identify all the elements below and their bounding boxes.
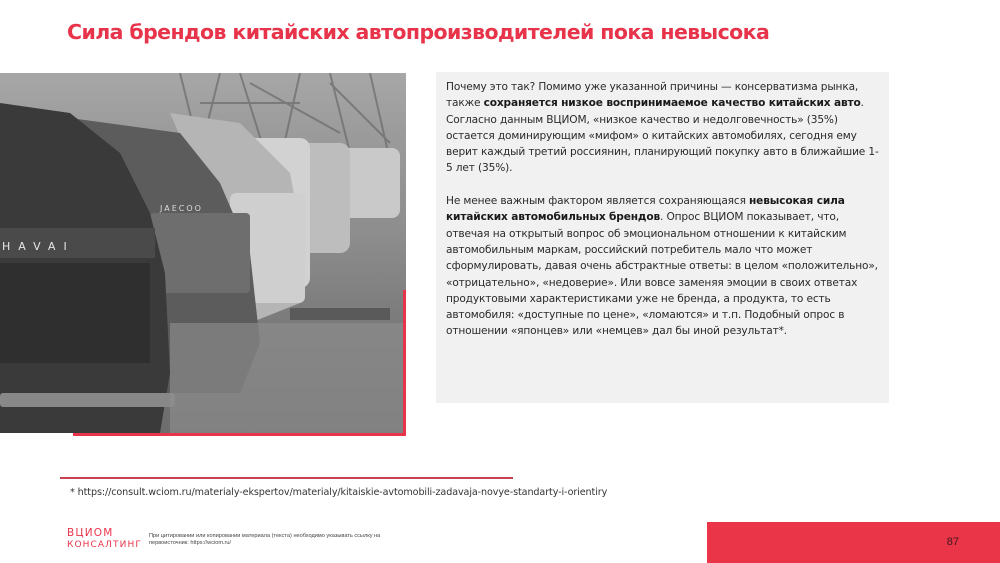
citation-note: При цитировании или копировании материала (текста) необходимо указывать ссылку на первоисточник: https://wciom.ru/ [149,533,381,547]
wciom-logo [67,528,142,551]
footnote-divider [60,477,513,479]
page-number: 87 [946,536,959,548]
svg-text:HAVAI: HAVAI [2,240,75,253]
accent-frame-vertical [403,290,406,436]
page-number-bar [707,522,1000,563]
cars-photo-illustration [0,73,406,433]
text-block [436,72,889,403]
logo-line1: ВЦИОМ [67,527,114,539]
emphasis-quality: сохраняется низкое воспринимаемое качество китайских авто [483,97,861,110]
logo-line2: КОНСАЛТИНГ [67,540,142,550]
svg-text:JAECOO: JAECOO [160,204,203,213]
footnote-link[interactable]: * https://consult.wciom.ru/materialy-ekspertov/materialy/kitaiskie-avtomobili-zadavaja-novye-standarty-i-orientiry [70,487,608,498]
paragraph-quality: Почему это так? Помимо уже указанной причины — консерватизма рынка, также сохраняется низкое воспринимаемое качество китайских авто. Согласно данным ВЦИОМ, «низкое качество и недолговечность» (35%) остается доминирующим «мифом» о китайских автомобилях, сегодня ему верит каждый третий россиянин, планирующий покупку авто в ближайшие 1-5 лет (35%). [446,81,879,175]
emphasis-brand-strength: невысокая сила китайских автомобильных брендов [446,195,845,224]
slide-title: Сила брендов китайских автопроизводителей пока невысока [67,20,770,44]
cars-photo [0,73,406,433]
accent-frame-horizontal [73,433,406,436]
paragraph-brand-strength: Не менее важным фактором является сохраняющаяся невысокая сила китайских автомобильных брендов. Опрос ВЦИОМ показывает, что, отвечая на открытый вопрос об эмоциональном отношении к китайским автомобильным маркам, российский потребитель мало что может сформулировать, давая очень абстрактные ответы: в целом «положительно», «отрицательно», «недоверие». Или вовсе заменяя эмоции в своих ответах продуктовыми характеристиками уже не бренда, а продукта, то есть автомобиля: «доступные по цене», «ломаются» и т.п. Подобный опрос в отношении «японцев» или «немцев» дал бы иной результат*. [446,195,878,338]
